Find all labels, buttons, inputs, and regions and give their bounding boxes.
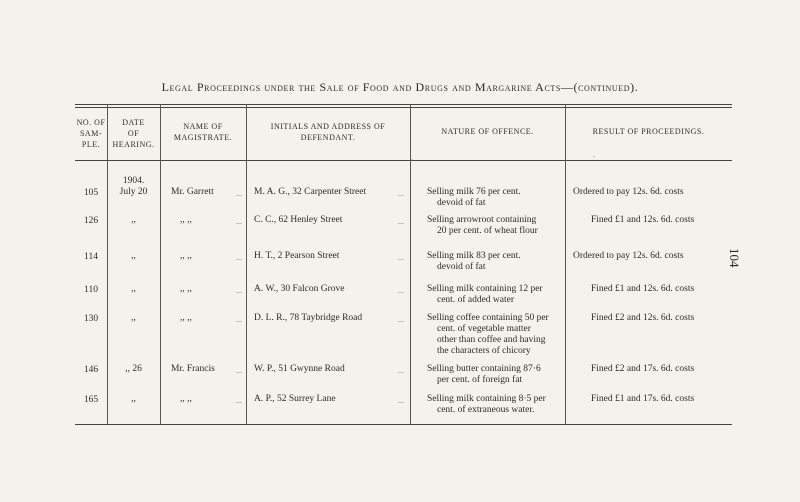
- cell-offence: Selling butter containing 87·6 per cent. of foreign fat: [427, 364, 541, 385]
- leader-dots: ...: [236, 286, 242, 295]
- cell-date: ,,: [131, 251, 136, 261]
- leader-dots: ...: [398, 286, 404, 295]
- leader-dots: ...: [398, 396, 404, 405]
- print-mark: -: [410, 155, 413, 164]
- page-number: 104: [727, 248, 742, 268]
- leader-dots: ...: [398, 217, 404, 226]
- cell-no: 114: [84, 252, 98, 262]
- cell-offence: Selling milk 76 per cent. devoid of fat: [427, 187, 521, 208]
- cell-offence: Selling milk containing 8·5 per cent. of extraneous water.: [427, 394, 546, 415]
- header-no: NO. OF SAM- PLE.: [76, 118, 106, 149]
- leader-dots: ...: [236, 315, 242, 324]
- leader-dots: ...: [398, 315, 404, 324]
- table-top-rule: [75, 104, 732, 105]
- cell-offence: Selling milk containing 12 per cent. of added water: [427, 284, 543, 305]
- cell-magistrate: ,, ,,: [180, 215, 192, 225]
- page-title: Legal Proceedings under the Sale of Food and Drugs and Margarine Acts—(continued).: [161, 80, 639, 94]
- leader-dots: ...: [236, 396, 242, 405]
- leader-dots: ...: [236, 366, 242, 375]
- cell-defendant: H. T., 2 Pearson Street: [254, 251, 340, 261]
- print-mark: .: [593, 150, 595, 159]
- cell-result: Fined £1 and 12s. 6d. costs: [591, 215, 695, 225]
- cell-result: Fined £1 and 17s. 6d. costs: [591, 394, 695, 404]
- cell-date: ,, 26: [125, 364, 142, 374]
- leader-dots: ...: [398, 366, 404, 375]
- cell-result: Ordered to pay 12s. 6d. costs: [573, 251, 684, 261]
- header-offence: NATURE OF OFFENCE.: [441, 127, 534, 136]
- header-magistrate: NAME OF MAGISTRATE.: [173, 122, 233, 142]
- cell-result: Fined £2 and 12s. 6d. costs: [591, 313, 695, 323]
- cell-magistrate: Mr. Garrett: [171, 187, 214, 197]
- cell-date: ,,: [131, 394, 136, 404]
- cell-result: Fined £2 and 17s. 6d. costs: [591, 364, 695, 374]
- header-result: RESULT OF PROCEEDINGS.: [592, 127, 705, 136]
- leader-dots: ...: [236, 253, 242, 262]
- cell-no: 105: [83, 188, 99, 198]
- cell-magistrate: Mr. Francis: [171, 364, 215, 374]
- cell-result: Fined £1 and 12s. 6d. costs: [591, 284, 695, 294]
- cell-magistrate: ,, ,,: [180, 284, 192, 294]
- column-divider: [246, 104, 247, 424]
- column-divider: [160, 104, 161, 424]
- header-defendant: INITIALS AND ADDRESS OF DEFENDANT.: [270, 122, 386, 142]
- leader-dots: ...: [236, 189, 242, 198]
- column-divider: [410, 104, 411, 424]
- cell-offence: Selling milk 83 per cent. devoid of fat: [427, 251, 521, 272]
- cell-magistrate: ,, ,,: [180, 313, 192, 323]
- year-label: 1904.: [122, 176, 145, 186]
- cell-date: ,,: [131, 215, 136, 225]
- leader-dots: ...: [398, 189, 404, 198]
- cell-no: 130: [83, 314, 99, 324]
- column-divider: [107, 104, 108, 424]
- cell-offence: Selling arrowroot containing 20 per cent. of wheat flour: [427, 215, 538, 236]
- leader-dots: ...: [398, 253, 404, 262]
- cell-no: 126: [83, 216, 99, 226]
- cell-no: 146: [83, 365, 99, 375]
- cell-defendant: W. P., 51 Gwynne Road: [254, 364, 345, 374]
- cell-date: July 20: [119, 187, 148, 197]
- header-date: DATE OF HEARING.: [112, 118, 155, 149]
- cell-no: 165: [83, 395, 99, 405]
- cell-defendant: D. L. R., 78 Taybridge Road: [254, 313, 363, 323]
- cell-no: 110: [84, 285, 98, 295]
- cell-offence: Selling coffee containing 50 per cent. of vegetable matter other than coffee and having the characters of chicory: [427, 313, 549, 356]
- cell-defendant: A. P., 52 Surrey Lane: [254, 394, 336, 404]
- cell-date: ,,: [131, 313, 136, 323]
- header-bottom-rule: [75, 160, 732, 161]
- column-divider: [565, 104, 566, 424]
- cell-result: Ordered to pay 12s. 6d. costs: [573, 187, 684, 197]
- leader-dots: ...: [236, 217, 242, 226]
- table-bottom-rule: [75, 424, 732, 425]
- cell-defendant: M. A. G., 32 Carpenter Street: [254, 187, 367, 197]
- cell-defendant: A. W., 30 Falcon Grove: [254, 284, 345, 294]
- cell-magistrate: ,, ,,: [180, 251, 192, 261]
- table-top-rule-inner: [75, 107, 732, 108]
- cell-date: ,,: [131, 284, 136, 294]
- cell-defendant: C. C., 62 Henley Street: [254, 215, 343, 225]
- cell-magistrate: ,, ,,: [180, 394, 192, 404]
